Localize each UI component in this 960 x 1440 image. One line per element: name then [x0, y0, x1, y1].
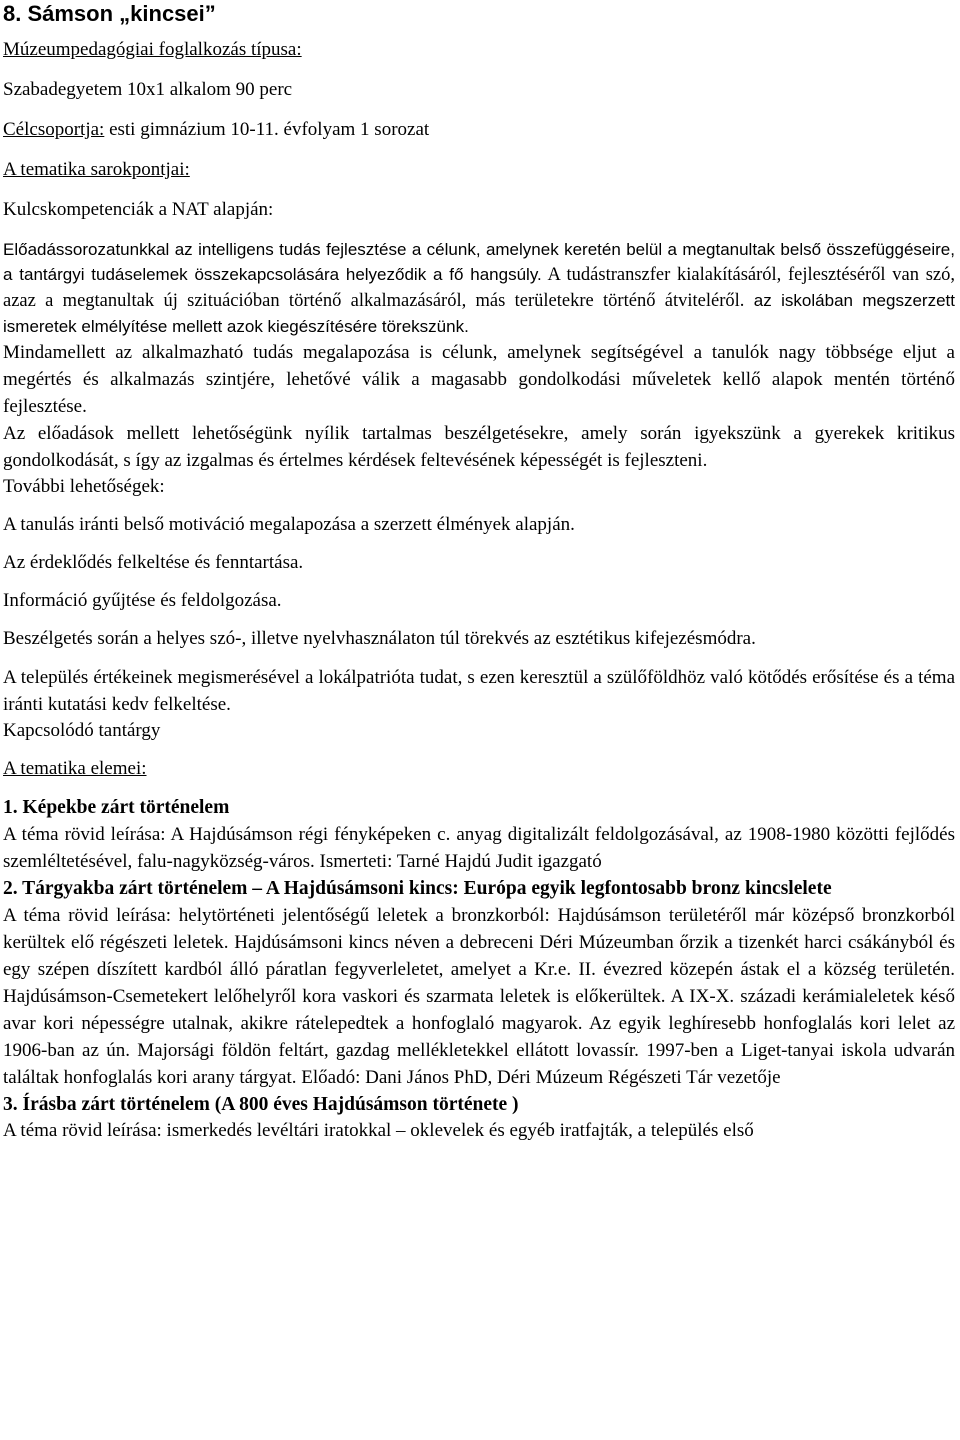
- type-label: [3, 37, 955, 63]
- more-option-item: A település értékeinek megismerésével a lokálpatrióta tudat, s ezen keresztül a szülőföldhöz való kötődés erősítése és a téma iránti kutatási kedv felkeltése.: [3, 667, 955, 715]
- section-3-heading: 3. Írásba zárt történelem (A 800 éves Hajdúsámson története ): [3, 1094, 519, 1115]
- cornerstones-label-text: A tematika sarokpontjai:: [3, 159, 190, 180]
- more-option-item: Az érdeklődés felkeltése és fenntartása.: [3, 552, 304, 573]
- paragraph-1-part-b: A tudástranszfer kialakításáról, fejlesztéséről van szó, azaz a megtanultak új szituációban történő alkalmazásáról, más területekre történő átviteléről.: [3, 265, 956, 311]
- paragraph-1-part-c: az iskolában megszerzett ismeretek elmélyítése mellett azok kiegészítésére törekszünk.: [3, 291, 955, 336]
- target-group-value: esti gimnázium 10-11. évfolyam 1 sorozat: [104, 119, 430, 140]
- section-2-heading: 2. Tárgyakba zárt történelem – A Hajdúsámsoni kincs: Európa egyik legfontosabb bronz kincslelete: [3, 878, 832, 899]
- document-title: 8. Sámson „kincsei”: [3, 1, 216, 26]
- document-page: [3, 0, 955, 1144]
- section-3-text: A téma rövid leírása: ismerkedés levéltári iratokkal – oklevelek és egyéb iratfajták, a település első: [3, 1120, 754, 1141]
- elements-label-text: A tematika elemei:: [3, 758, 147, 779]
- type-label-text: Múzeumpedagógiai foglalkozás típusa:: [3, 39, 302, 60]
- type-value: Szabadegyetem 10x1 alkalom 90 perc: [3, 79, 293, 100]
- applicable-knowledge-paragraph: Mindamellett az alkalmazható tudás megalapozása is célunk, amelynek segítségével a tanulók nagy többsége eljut a megértés és alkalmazás szintjére, lehetővé válik a magasabb gondolkodási műveletek kellő alapok mentén történő fejlesztése.: [3, 342, 955, 417]
- intelligent-knowledge-paragraph: [3, 237, 955, 339]
- more-option-item: A tanulás iránti belső motiváció megalapozása a szerzett élmények alapján.: [3, 514, 575, 535]
- discussion-paragraph: Az előadások mellett lehetőségünk nyílik tartalmas beszélgetésekre, amely során igyekszünk a gyerekek kritikus gondolkodását, s így az izgalmas és értelmes kérdések feltevésének képességét is fejleszteni.: [3, 423, 955, 471]
- paragraph-1-part-a: Előadássorozatunkkal az intelligens tudás fejlesztése a célunk, amelynek keretén belül a megtanultak belső összefüggéseire, a tantárgyi tudáselemek összekapcsolására helyeződik a fő hangsúly.: [3, 240, 955, 284]
- more-option-item: Beszélgetés során a helyes szó-, illetve nyelvhasználaton túl törekvés az esztétikus kifejezésmódra.: [3, 628, 756, 649]
- competencies-label: Kulcskompetenciák a NAT alapján:: [3, 199, 274, 220]
- more-option-item: Információ gyűjtése és feldolgozása.: [3, 590, 282, 611]
- section-1-heading: 1. Képekbe zárt történelem: [3, 797, 230, 818]
- section-1-text: A téma rövid leírása: A Hajdúsámson régi fényképeken c. anyag digitalizált feldolgozásával, az 1908-1980 közötti fejlődés szemléltetésével, falu-nagyközség-város. Ismerteti: Tarné Hajdú Judit igazgató: [3, 824, 955, 872]
- elements-label: [3, 756, 955, 782]
- more-options-label: További lehetőségek:: [3, 476, 165, 497]
- cornerstones-label: [3, 157, 955, 183]
- related-subject-label: Kapcsolódó tantárgy: [3, 720, 161, 741]
- section-2-text: A téma rövid leírása: helytörténeti jelentőségű leletek a bronzkorból: Hajdúsámson területéről már középső bronzkorból kerültek elő régészeti leletek. Hajdúsámsoni kincs néven a debreceni Déri Múzeumban őrzik a tizenkét harci csákányból és egy szépen díszített kardból álló páratlan fegyverleletet, amelyet a Kr.e. II. évezred közepén ástak el a község területén. Hajdúsámson-Csemetekert lelőhelyről kora vaskori és szarmata leletek is előkerültek. A IX-X. századi kerámialeletek késő avar kori népességre utalnak, akikre rátelepedtek a honfoglaló magyarok. Az egyik leghíresebb honfoglalás kori lelet az 1906-ban az ún. Majorsági földön feltárt, gazdag mellékletekkel ellátott lovassír. 1997-ben a Liget-tanyai iskola udvarán találtak honfoglalás kori arany tárgyat. Előadó: Dani János PhD, Déri Múzeum Régészeti Tár vezetője: [3, 905, 955, 1088]
- target-group-label: Célcsoportja:: [3, 119, 105, 140]
- target-group-line: [3, 117, 955, 143]
